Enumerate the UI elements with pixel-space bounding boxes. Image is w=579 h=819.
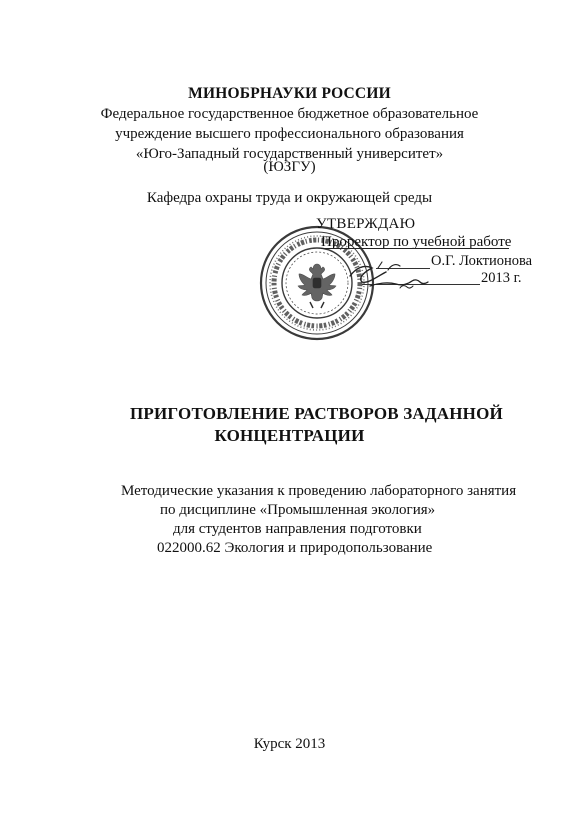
- department-name: Кафедра охраны труда и окружающей среды: [146, 190, 433, 206]
- approver-name: О.Г. Локтионова: [431, 253, 533, 269]
- place-and-year: Курск 2013: [253, 736, 326, 752]
- university-abbreviation: (ЮЗГУ): [263, 159, 316, 175]
- approver-position: Проректор по учебной работе: [321, 234, 512, 250]
- description-line: 022000.62 Экология и природопользование: [157, 540, 433, 556]
- approval-heading: УТВЕРЖДАЮ: [316, 216, 416, 232]
- ministry-name: МИНОБРНАУКИ РОССИИ: [188, 85, 391, 102]
- document-title-line-1: ПРИГОТОВЛЕНИЕ РАСТВОРОВ ЗАДАННОЙ: [130, 404, 503, 423]
- description-line: по дисциплине «Промышленная экология»: [160, 502, 436, 518]
- institution-header: [0, 84, 579, 164]
- organization-line: Федеральное государственное бюджетное образовательное: [100, 106, 479, 122]
- organization-line: учреждение высшего профессионального образования: [115, 126, 464, 142]
- approval-year: 2013 г.: [481, 270, 522, 286]
- university-name: «Юго-Западный государственный университет»: [135, 146, 444, 162]
- description-line: Методические указания к проведению лабораторного занятия: [121, 483, 517, 499]
- description-line: для студентов направления подготовки: [173, 521, 422, 537]
- handwritten-signature: [330, 246, 460, 294]
- document-title-line-2: КОНЦЕНТРАЦИИ: [214, 426, 365, 445]
